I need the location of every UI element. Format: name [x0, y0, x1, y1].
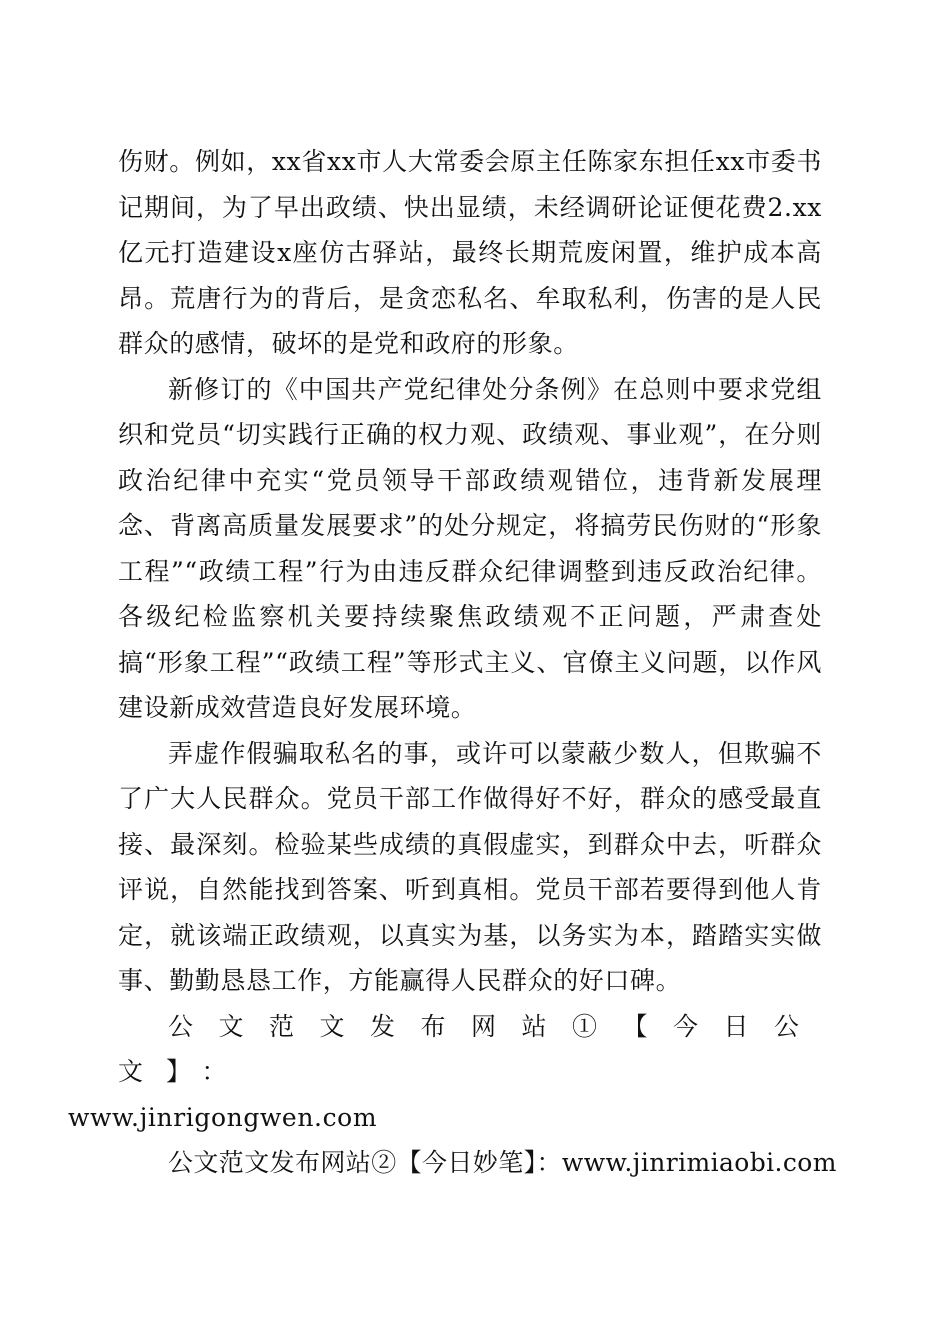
- site-link-1-url[interactable]: www.jinrigongwen.com: [68, 1102, 378, 1132]
- site-link-2: [118, 1140, 837, 1186]
- paragraph-public-opinion: 弄虚作假骗取私名的事，或许可以蒙蔽少数人，但欺骗不了广大人民群众。党员干部工作做得好不好，群众的感受最直接、最深刻。检验某些成绩的真假虚实，到群众中去，听群众评说，自然能找到答案、听到真相。党员干部若要得到他人肯定，就该端正政绩观，以真实为基，以务实为本，踏踏实实做事、勤勤恳恳工作，方能赢得人民群众的好口碑。: [118, 738, 822, 995]
- paragraph-continuation: 伤财。例如，xx省xx市人大常委会原主任陈家东担任xx市委书记期间，为了早出政绩、快出显绩，未经调研论证便花费2.xx亿元打造建设x座仿古驿站，最终长期荒废闲置，维护成本高昂。荒唐行为的背后，是贪恋私名、牟取私利，伤害的是人民群众的感情，破坏的是党和政府的形象。: [118, 147, 822, 358]
- document-body: [68, 139, 837, 1186]
- site-link-1: [68, 1004, 822, 1141]
- site-link-2-label: 公文范文发布网站②【今日妙笔】：: [168, 1148, 562, 1177]
- site-link-1-label: 公文范文发布网站①【今日公文】：: [118, 1011, 822, 1086]
- site-link-2-url[interactable]: www.jinrimiaobi.com: [561, 1148, 837, 1177]
- paragraph-discipline-regulation: 新修订的《中国共产党纪律处分条例》在总则中要求党组织和党员“切实践行正确的权力观、政绩观、事业观”，在分则政治纪律中充实“党员领导干部政绩观错位，违背新发展理念、背离高质量发展要求”的处分规定，将搞劳民伤财的“形象工程”“政绩工程”行为由违反群众纪律调整到违反政治纪律。各级纪检监察机关要持续聚焦政绩观不正问题，严肃查处搞“形象工程”“政绩工程”等形式主义、官僚主义问题，以作风建设新成效营造良好发展环境。: [118, 374, 822, 722]
